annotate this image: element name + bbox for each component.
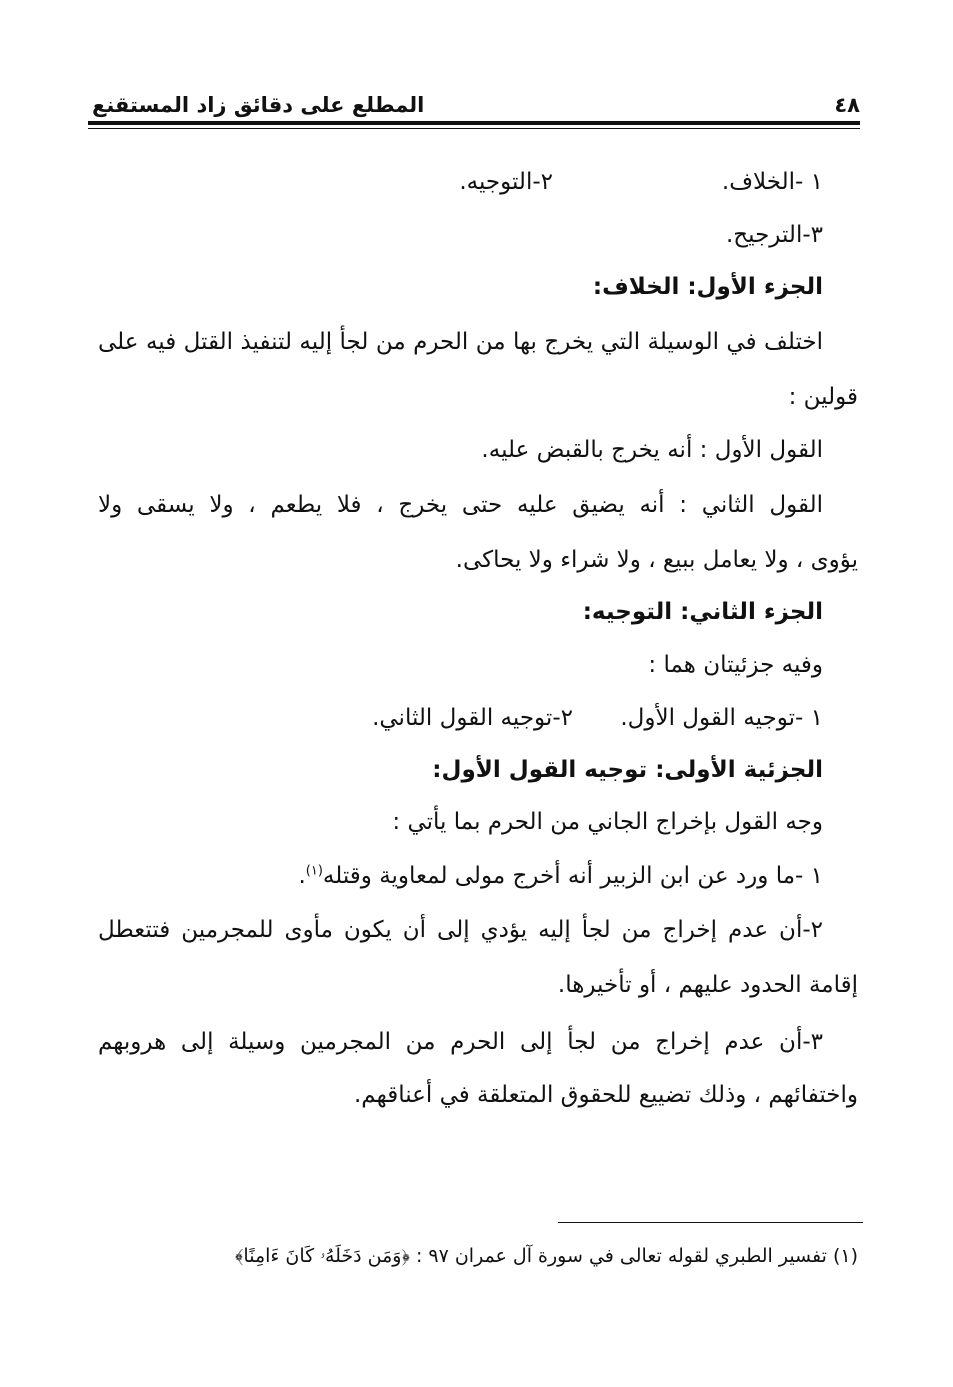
page-number: ٤٨ <box>834 93 860 117</box>
running-title: المطلع على دقائق زاد المستقنع <box>92 93 425 117</box>
subsection-heading: الجزئية الأولى: توجيه القول الأول: <box>432 757 823 783</box>
paragraph-line: قولين : <box>788 384 858 410</box>
paragraph-line: وفيه جزئيتان هما : <box>648 652 823 678</box>
list-item: ٢-التوجيه. <box>459 169 553 195</box>
paragraph-line: القول الأول : أنه يخرج بالقبض عليه. <box>481 437 823 463</box>
paragraph-line: وجه القول بإخراج الجاني من الحرم بما يأتي : <box>392 809 823 835</box>
header-rule-thin <box>88 128 860 129</box>
header-rule-thick <box>88 121 860 125</box>
point-end: . <box>298 863 306 889</box>
page-header <box>92 88 860 122</box>
list-item: ٢-توجيه القول الثاني. <box>372 705 573 731</box>
paragraph-line: ٣-أن عدم إخراج من لجأ إلى الحرم من المجرمين وسيلة إلى هروبهم <box>98 1029 823 1055</box>
paragraph-line: إقامة الحدود عليهم ، أو تأخيرها. <box>557 972 858 998</box>
section-heading: الجزء الأول: الخلاف: <box>592 274 823 300</box>
paragraph-line: يؤوى ، ولا يعامل ببيع ، ولا شراء ولا يحاكى. <box>455 547 858 573</box>
footnote: (١) تفسير الطبري لقوله تعالى في سورة آل عمران ٩٧ : ﴿وَمَن دَخَلَهُۥ كَانَ ءَامِنًا﴾ <box>235 1245 858 1267</box>
paragraph-line: اختلف في الوسيلة التي يخرج بها من الحرم من لجأ إليه لتنفيذ القتل فيه على <box>98 329 823 355</box>
paragraph-line: ٢-أن عدم إخراج من لجأ إليه يؤدي إلى أن يكون مأوى للمجرمين فتتعطل <box>98 917 823 943</box>
footnote-reference: (١) <box>305 863 323 879</box>
point-text: ١ -ما ورد عن ابن الزبير أنه أخرج مولى لمعاوية وقتله <box>322 863 823 889</box>
list-item: ١ -توجيه القول الأول. <box>620 705 823 731</box>
list-item: ٣-الترجيح. <box>725 222 823 248</box>
footnote-rule <box>558 1222 863 1223</box>
list-item: ١ -الخلاف. <box>721 169 823 195</box>
section-heading: الجزء الثاني: التوجيه: <box>582 599 823 625</box>
list-item <box>298 856 823 896</box>
paragraph-line: واختفائهم ، وذلك تضييع للحقوق المتعلقة في أعناقهم. <box>353 1082 858 1108</box>
paragraph-line: القول الثاني : أنه يضيق عليه حتى يخرج ، فلا يطعم ، ولا يسقى ولا <box>98 492 823 518</box>
